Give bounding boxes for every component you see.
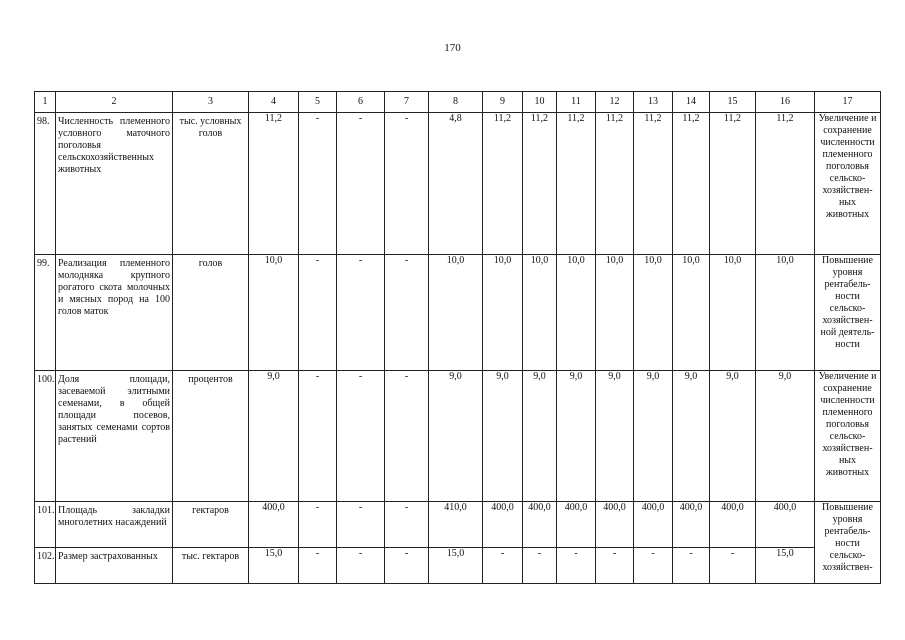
value-cell: -: [673, 548, 710, 584]
value-cell: -: [596, 548, 634, 584]
header-cell: 12: [596, 92, 634, 113]
header-cell: 11: [557, 92, 596, 113]
header-cell: 9: [483, 92, 523, 113]
indicator-name: Реализация племенного молодняка крупного рогатого скота молочных и мясных пород на 100 голов маток: [56, 255, 173, 371]
row-number: 100.: [35, 371, 56, 502]
value-cell: 10,0: [523, 255, 557, 371]
value-cell: 10,0: [756, 255, 815, 371]
row-number: 98.: [35, 113, 56, 255]
value-cell: 400,0: [634, 502, 673, 548]
value-cell: 11,2: [673, 113, 710, 255]
value-cell: 9,0: [483, 371, 523, 502]
value-cell: 9,0: [596, 371, 634, 502]
header-cell: 2: [56, 92, 173, 113]
value-cell: 10,0: [596, 255, 634, 371]
header-cell: 4: [249, 92, 299, 113]
header-cell: 7: [385, 92, 429, 113]
value-cell: 11,2: [483, 113, 523, 255]
header-cell: 1: [35, 92, 56, 113]
value-cell: -: [337, 502, 385, 548]
value-cell: 400,0: [249, 502, 299, 548]
value-cell: 9,0: [429, 371, 483, 502]
unit-cell: тыс. гектаров: [173, 548, 249, 584]
value-cell: 10,0: [483, 255, 523, 371]
value-cell: 9,0: [523, 371, 557, 502]
indicator-name: Численность племенного условного маточного поголовья сельскохозяйственных животных: [56, 113, 173, 255]
row-number: 102.: [35, 548, 56, 584]
indicator-table: [34, 91, 881, 584]
value-cell: 15,0: [756, 548, 815, 584]
value-cell: 10,0: [249, 255, 299, 371]
value-cell: -: [483, 548, 523, 584]
value-cell: -: [385, 502, 429, 548]
unit-cell: процентов: [173, 371, 249, 502]
header-row: [35, 92, 881, 113]
value-cell: 400,0: [673, 502, 710, 548]
unit-cell: тыс. условных голов: [173, 113, 249, 255]
value-cell: 9,0: [249, 371, 299, 502]
indicator-name: Площадь закладки многолетних насаждений: [56, 502, 173, 548]
header-cell: 3: [173, 92, 249, 113]
value-cell: 9,0: [710, 371, 756, 502]
table-row: [35, 548, 881, 584]
table-row: [35, 255, 881, 371]
value-cell: -: [337, 255, 385, 371]
value-cell: -: [385, 371, 429, 502]
value-cell: 400,0: [523, 502, 557, 548]
row-number: 99.: [35, 255, 56, 371]
value-cell: -: [337, 371, 385, 502]
value-cell: 15,0: [429, 548, 483, 584]
value-cell: 10,0: [634, 255, 673, 371]
value-cell: -: [299, 371, 337, 502]
value-cell: -: [523, 548, 557, 584]
value-cell: -: [299, 255, 337, 371]
value-cell: 4,8: [429, 113, 483, 255]
value-cell: 11,2: [523, 113, 557, 255]
header-cell: 6: [337, 92, 385, 113]
expected-result: Увеличение и сохранение численности племенного поголовья сельско-хозяйствен-ных животных: [815, 371, 881, 502]
value-cell: 11,2: [557, 113, 596, 255]
value-cell: -: [337, 548, 385, 584]
value-cell: 11,2: [756, 113, 815, 255]
table-row: [35, 371, 881, 502]
header-cell: 15: [710, 92, 756, 113]
value-cell: 11,2: [596, 113, 634, 255]
value-cell: -: [299, 502, 337, 548]
table-row: [35, 502, 881, 548]
value-cell: 11,2: [249, 113, 299, 255]
value-cell: 11,2: [710, 113, 756, 255]
value-cell: 10,0: [429, 255, 483, 371]
value-cell: 10,0: [557, 255, 596, 371]
header-cell: 8: [429, 92, 483, 113]
expected-result: Повышение уровня рентабель-ности сельско-хозяйствен-: [815, 502, 881, 584]
value-cell: 400,0: [756, 502, 815, 548]
value-cell: 9,0: [673, 371, 710, 502]
value-cell: -: [385, 113, 429, 255]
header-cell: 16: [756, 92, 815, 113]
expected-result: Повышение уровня рентабель-ности сельско-хозяйствен-ной деятель-ности: [815, 255, 881, 371]
value-cell: -: [385, 255, 429, 371]
header-cell: 10: [523, 92, 557, 113]
value-cell: -: [710, 548, 756, 584]
expected-result: Увеличение и сохранение численности племенного поголовья сельско-хозяйствен-ных животных: [815, 113, 881, 255]
unit-cell: гектаров: [173, 502, 249, 548]
value-cell: -: [557, 548, 596, 584]
value-cell: -: [299, 548, 337, 584]
value-cell: -: [634, 548, 673, 584]
value-cell: 10,0: [673, 255, 710, 371]
indicator-name: Размер застрахованных: [56, 548, 173, 584]
unit-cell: голов: [173, 255, 249, 371]
header-cell: 5: [299, 92, 337, 113]
value-cell: 400,0: [557, 502, 596, 548]
value-cell: 9,0: [756, 371, 815, 502]
row-number: 101.: [35, 502, 56, 548]
value-cell: 11,2: [634, 113, 673, 255]
value-cell: -: [299, 113, 337, 255]
value-cell: 15,0: [249, 548, 299, 584]
value-cell: -: [337, 113, 385, 255]
value-cell: 400,0: [596, 502, 634, 548]
value-cell: 9,0: [557, 371, 596, 502]
page-number: 170: [444, 42, 461, 54]
value-cell: 410,0: [429, 502, 483, 548]
indicator-name: Доля площади, засеваемой элитными семенами, в общей площади посевов, занятых семенами сортов растений: [56, 371, 173, 502]
value-cell: 10,0: [710, 255, 756, 371]
table-row: [35, 113, 881, 255]
header-cell: 13: [634, 92, 673, 113]
value-cell: 400,0: [483, 502, 523, 548]
value-cell: 9,0: [634, 371, 673, 502]
value-cell: 400,0: [710, 502, 756, 548]
header-cell: 14: [673, 92, 710, 113]
header-cell: 17: [815, 92, 881, 113]
value-cell: -: [385, 548, 429, 584]
